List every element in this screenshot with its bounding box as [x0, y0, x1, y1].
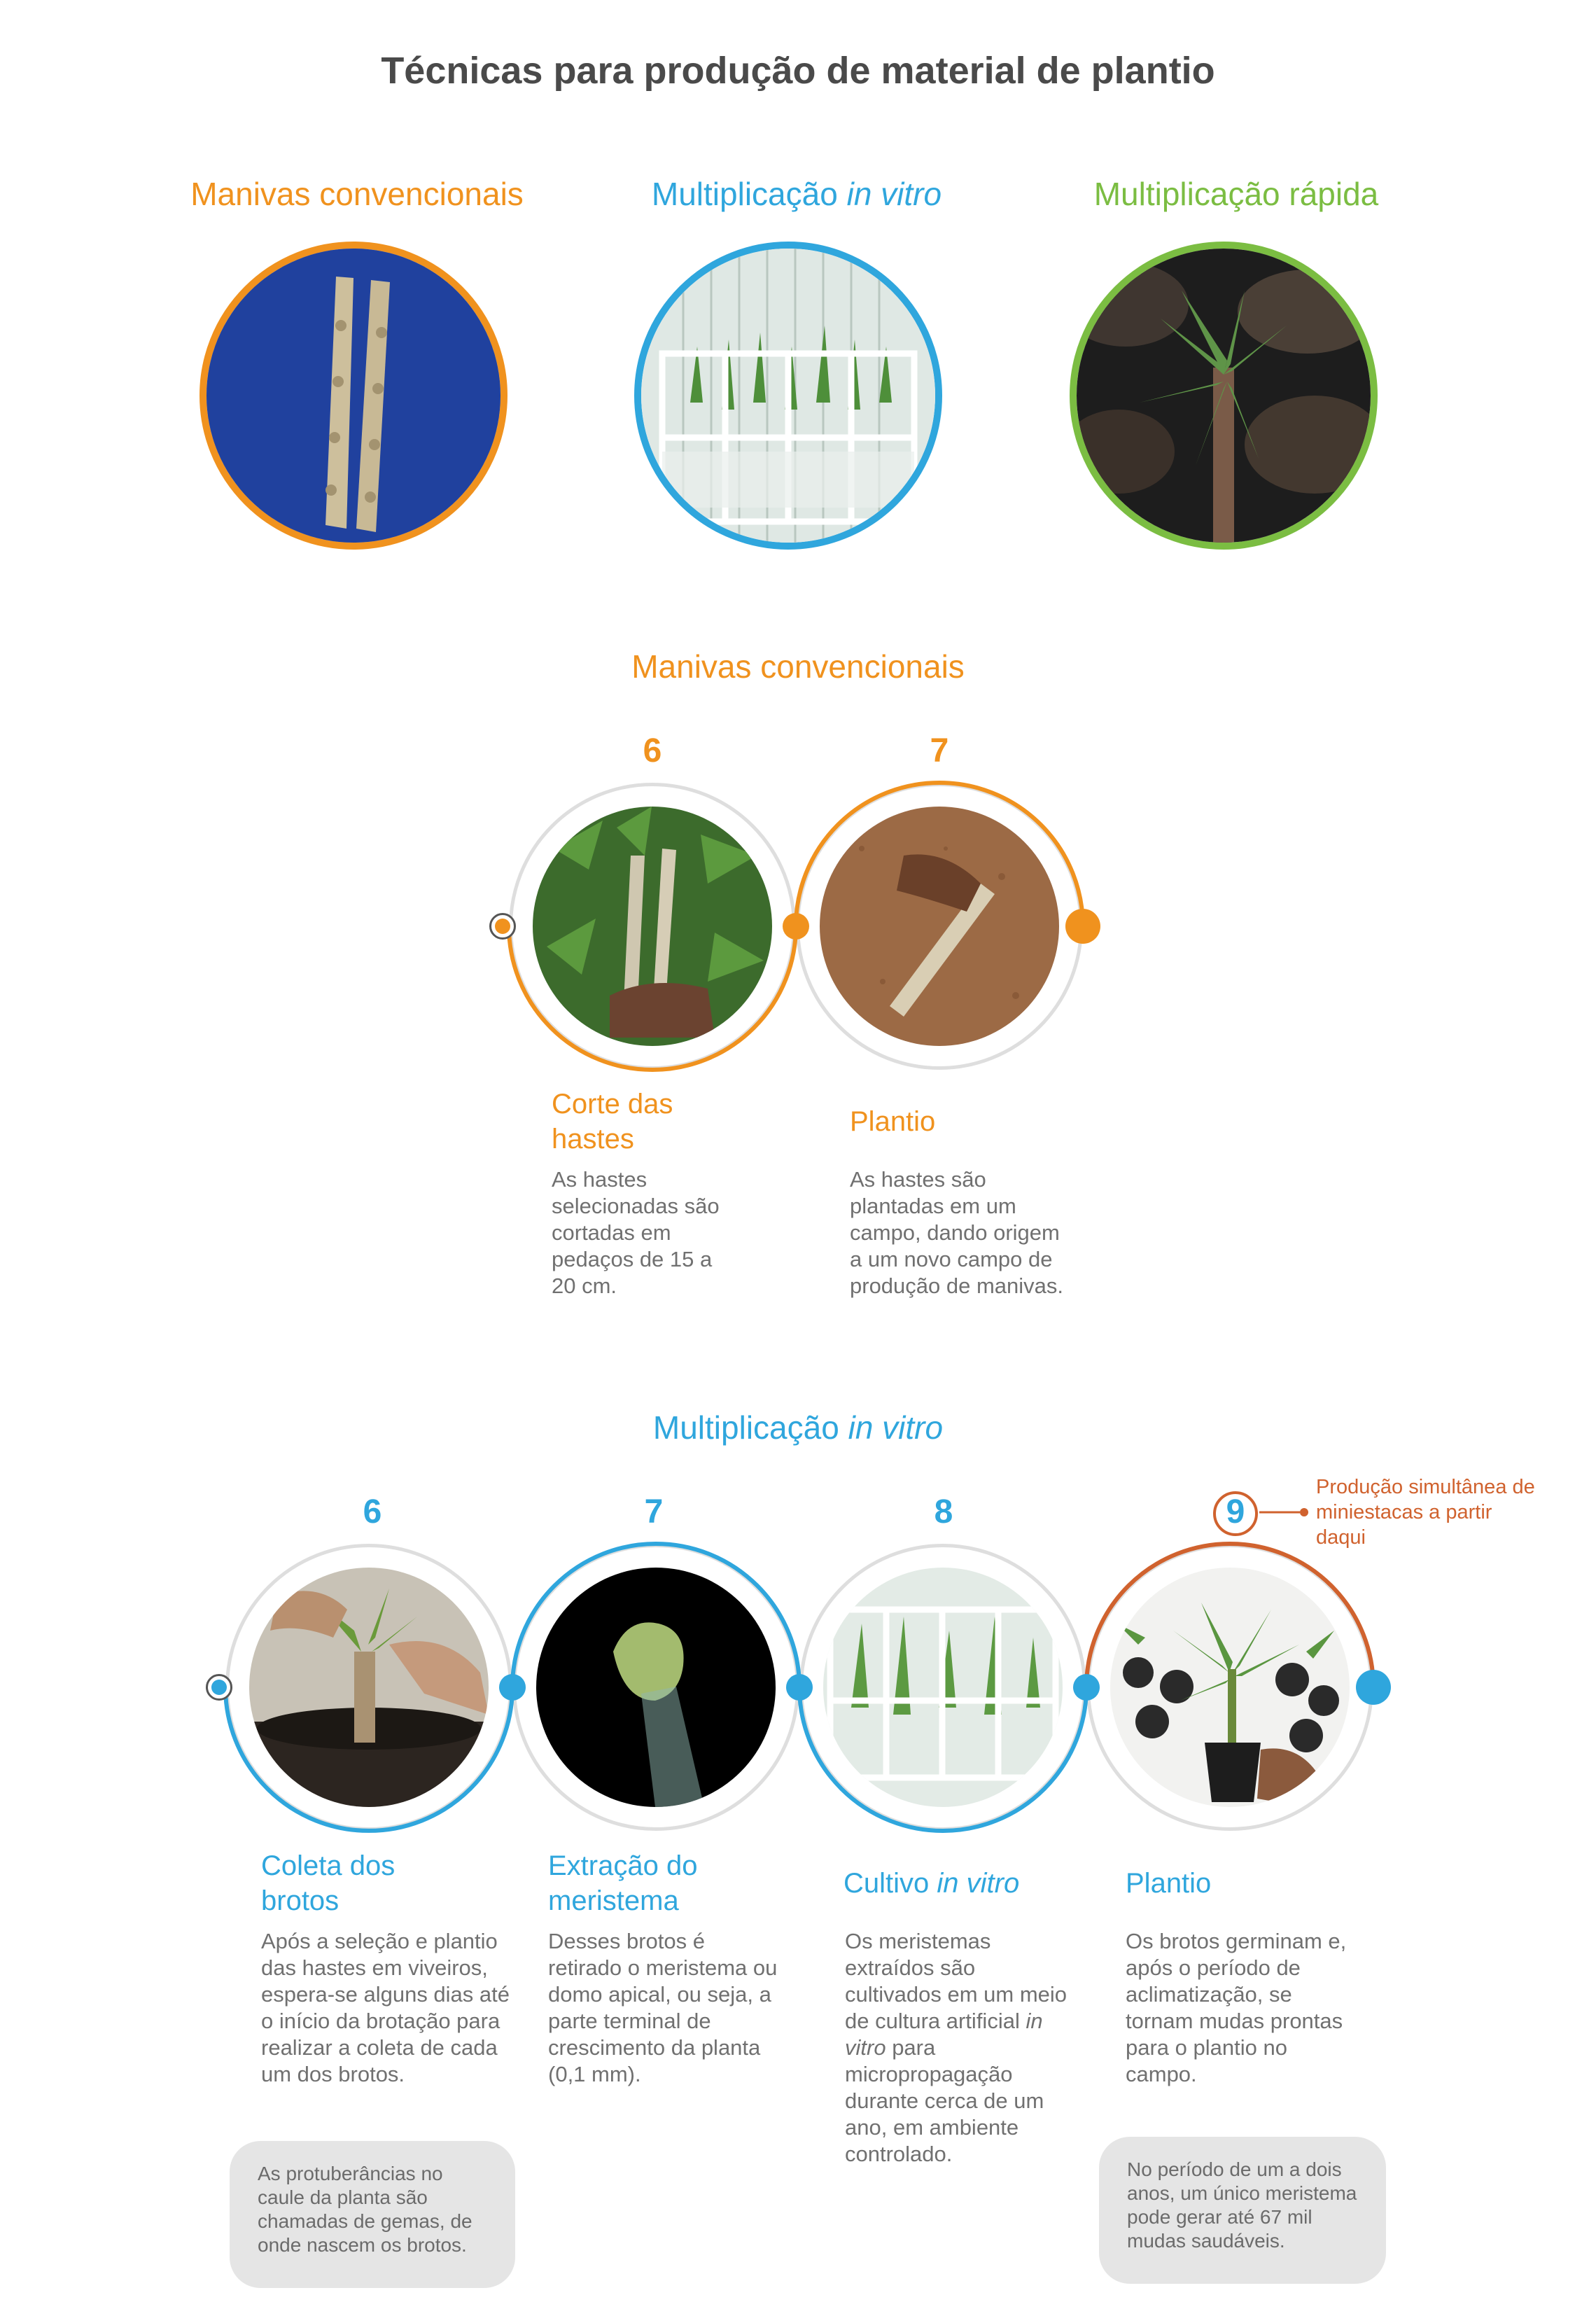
section-title-conventional: Manivas convencionais	[631, 648, 965, 685]
timeline-start-dot	[211, 1680, 227, 1695]
step-number: 7	[930, 732, 949, 769]
page-title: Técnicas para produção de material de plantio	[381, 50, 1215, 92]
step-number: 7	[644, 1493, 664, 1530]
step-description: As hastes são plantadas em um campo, dando origem a um novo campo de produção de manivas.	[850, 1167, 1064, 1298]
step-number: 9	[1226, 1493, 1245, 1530]
step-title: Cultivo in vitro	[844, 1868, 1020, 1899]
timeline-end-dot	[1356, 1670, 1391, 1705]
timeline-connector-dot	[786, 1674, 813, 1701]
step-title: Plantio	[1126, 1868, 1212, 1899]
overview-title-conventional: Manivas convencionais	[190, 176, 524, 212]
meristem-photo	[536, 1568, 776, 1807]
info-note: No período de um a dois anos, um único meristema pode gerar até 67 mil mudas saudáveis.	[1099, 2137, 1386, 2284]
step-title: Plantio	[850, 1106, 936, 1137]
step-number: 6	[363, 1493, 382, 1530]
step-title: Coleta dos brotos	[261, 1850, 396, 1916]
step-description: Desses brotos é retirado o meristema ou domo apical, ou seja, a parte terminal de crescimento da planta (0,1 mm).	[548, 1929, 778, 2086]
step-description: As hastes selecionadas são cortadas em pedaços de 15 a 20 cm.	[552, 1167, 720, 1298]
step-description: Os meristemas extraídos são cultivados em um meio de cultura artificial in vitro para micropropagação durante cerca de um ano, em ambiente controlado.	[845, 1929, 1068, 2166]
step-title: Corte das hastes	[552, 1089, 673, 1154]
nursery-plantlet-photo	[1110, 1568, 1350, 1807]
in-vitro-culture-photo	[823, 1568, 1063, 1807]
overview-title-rapid: Multiplicação rápida	[1093, 176, 1379, 212]
step-description: Após a seleção e plantio das hastes em viveiros, espera-se alguns dias até o início da brotação para realizar a coleta de cada um dos brotos.	[261, 1929, 510, 2086]
step-number: 6	[643, 732, 662, 769]
shoot-collection-photo	[249, 1568, 489, 1807]
step-number: 8	[934, 1493, 953, 1530]
overview-title-in-vitro: Multiplicação in vitro	[651, 176, 942, 212]
timeline-connector-dot	[1073, 1674, 1100, 1701]
info-note: As protuberâncias no caule da planta são chamadas de gemas, de onde nascem os brotos.	[230, 2141, 515, 2288]
annotation-text: Produção simultânea de miniestacas a partir daqui	[1316, 1476, 1535, 1549]
timeline-connector-dot	[499, 1674, 526, 1701]
step-title: Extração do meristema	[548, 1850, 698, 1916]
step-description: Os brotos germinam e, após o período de aclimatização, se tornam mudas prontas para o plantio no campo.	[1126, 1929, 1347, 2086]
section-title-in-vitro: Multiplicação in vitro	[652, 1409, 944, 1446]
